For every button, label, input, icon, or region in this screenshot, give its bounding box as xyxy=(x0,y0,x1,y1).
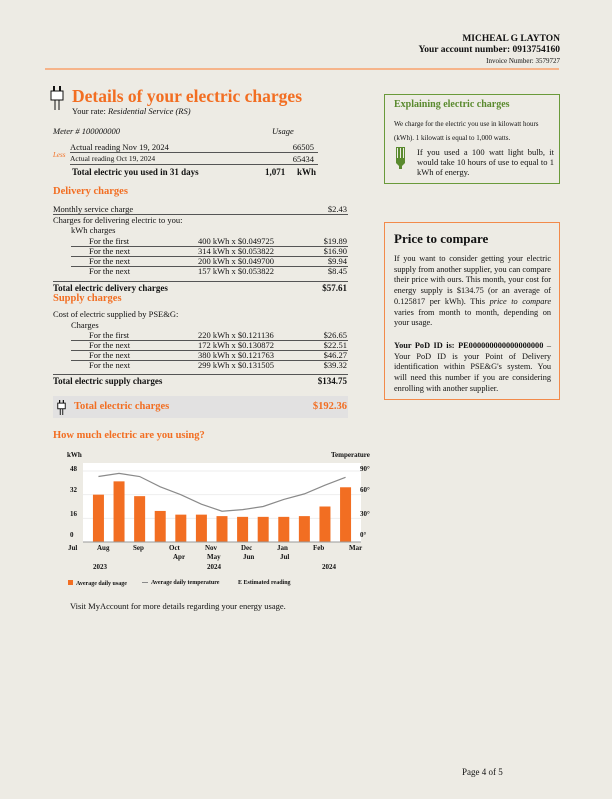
y2-tick: 90° xyxy=(360,465,370,473)
y-tick: 48 xyxy=(70,465,77,473)
usage-bar xyxy=(237,517,248,542)
invoice-number: Invoice Number: 3579727 xyxy=(486,57,560,65)
charge-calc: 299 kWh x $0.131505 xyxy=(198,360,275,370)
legend-temperature xyxy=(142,580,219,586)
charge-calc: 400 kWh x $0.049725 xyxy=(198,236,275,246)
charge-tier: For the next xyxy=(89,350,131,360)
delivery-total-value: $57.61 xyxy=(322,283,347,293)
y-tick: 32 xyxy=(70,486,77,494)
compare-em: price to compare xyxy=(489,296,551,306)
charge-amount: $26.65 xyxy=(323,330,347,340)
monthly-service-charge xyxy=(53,204,348,215)
supply-total xyxy=(53,374,348,386)
pod-para xyxy=(394,341,551,395)
x-tick: Jan xyxy=(277,544,288,552)
explaining-charges-box xyxy=(384,94,560,184)
x-tick-secondary: Jun xyxy=(243,553,255,561)
y2-axis-label: Temperature xyxy=(331,451,370,459)
x-tick: Sep xyxy=(133,544,144,552)
y-tick: 16 xyxy=(70,510,77,518)
usage-bar xyxy=(155,511,166,542)
charge-row xyxy=(71,360,348,370)
plug-icon xyxy=(50,86,64,110)
x-tick-secondary: Jul xyxy=(280,553,290,561)
visit-myaccount-text: Visit MyAccount for more details regarding your energy usage. xyxy=(70,601,286,611)
charge-calc: 380 kWh x $0.121763 xyxy=(198,350,275,360)
year-label: 2024 xyxy=(207,563,221,571)
x-tick: Feb xyxy=(313,544,325,552)
charge-amount: $16.90 xyxy=(323,246,347,256)
less-label: Less xyxy=(53,151,66,159)
usage-bar xyxy=(278,517,289,542)
charge-amount: $22.51 xyxy=(323,340,347,350)
charge-tier: For the next xyxy=(89,266,131,276)
supply-total-label: Total electric supply charges xyxy=(53,376,163,386)
legend-label: Average daily usage xyxy=(76,581,127,587)
supply-sub: Charges xyxy=(71,320,99,330)
charge-calc: 172 kWh x $0.130872 xyxy=(198,340,275,350)
x-tick: Nov xyxy=(205,544,218,552)
charge-calc: 200 kWh x $0.049700 xyxy=(198,256,275,266)
supply-total-value: $134.75 xyxy=(317,376,347,386)
meter-number: Meter # 100000000 xyxy=(53,126,121,136)
pod-id: Your PoD ID is: PE000000000000000000 xyxy=(394,341,544,350)
charge-amount: $39.32 xyxy=(323,360,347,370)
charge-tier: For the next xyxy=(89,246,131,256)
usage-bar xyxy=(340,487,351,542)
reading-label: Actual reading Oct 19, 2024 xyxy=(70,154,156,163)
usage-bar xyxy=(114,481,125,542)
legend-usage xyxy=(68,580,127,587)
total-usage-value: 1,071 xyxy=(265,167,286,177)
page-title: Details of your electric charges xyxy=(72,86,303,106)
usage-bar xyxy=(319,507,330,543)
page-number: Page 4 of 5 xyxy=(462,767,503,777)
legend-swatch-usage xyxy=(68,580,73,585)
supply-desc: Cost of electric supplied by PSE&G: xyxy=(53,309,179,319)
usage-bar xyxy=(93,495,104,542)
charge-tier: For the next xyxy=(89,256,131,266)
plug-icon xyxy=(57,400,66,415)
delivery-sub: kWh charges xyxy=(71,225,116,235)
reading-label: Actual reading Nov 19, 2024 xyxy=(70,142,169,152)
y2-tick: 0° xyxy=(360,531,367,539)
charge-calc: 220 kWh x $0.121136 xyxy=(198,330,274,340)
rate xyxy=(72,106,191,116)
x-tick-secondary: Apr xyxy=(173,553,186,561)
total-charges-label: Total electric charges xyxy=(74,401,170,412)
delivery-total xyxy=(53,281,348,293)
legend-estimated: E Estimated reading xyxy=(238,580,291,586)
account-number: Your account number: 0913754160 xyxy=(418,45,560,55)
charge-calc: 314 kWh x $0.053822 xyxy=(198,246,275,256)
supply-heading: Supply charges xyxy=(53,293,122,304)
usage-header: Usage xyxy=(272,126,294,136)
usage-bar xyxy=(258,517,269,542)
usage-bar xyxy=(134,496,145,542)
explain-heading: Explaining electric charges xyxy=(394,99,510,110)
total-usage-unit: kWh xyxy=(297,167,317,177)
customer-name: MICHEAL G LAYTON xyxy=(462,34,560,44)
delivery-desc: Charges for delivering electric to you: xyxy=(53,215,183,225)
charge-label: Monthly service charge xyxy=(53,204,134,214)
charge-tier: For the next xyxy=(89,360,131,370)
usage-bar xyxy=(175,515,186,542)
header-divider xyxy=(45,68,559,70)
charge-amount: $9.94 xyxy=(327,256,347,266)
explain-para1: We charge for the electric you use in kilowatt hours (kWh). 1 kilowatt is equal to 1,000 watts. xyxy=(394,120,539,142)
year-label: 2024 xyxy=(322,563,336,571)
charge-row xyxy=(71,266,348,276)
y2-tick: 30° xyxy=(360,510,370,518)
delivery-total-label: Total electric delivery charges xyxy=(53,283,168,293)
x-tick: Aug xyxy=(97,544,110,552)
total-usage xyxy=(72,167,332,177)
pod-text: – Your PoD ID is your Point of Delivery identification within PSE&G's system. You will need this number if you are considering enrolling with another supplier. xyxy=(394,341,551,393)
usage-chart xyxy=(40,460,380,580)
total-charges-value: $192.36 xyxy=(312,401,347,412)
legend-swatch-temperature xyxy=(142,582,148,583)
compare-para xyxy=(394,254,551,329)
usage-bar xyxy=(196,515,207,542)
compare-text: If you want to consider getting your electric supply from another supplier, you can compare their price with ours. This month, your cost for energy supply is $134.75 (or an average of 0.125817 per kWh). This xyxy=(394,254,551,306)
charge-amount: $8.45 xyxy=(327,266,347,276)
reading-current xyxy=(70,142,318,153)
charge-tier: For the next xyxy=(89,340,131,350)
rate-value: Residential Service (RS) xyxy=(107,106,191,116)
legend-label: Average daily temperature xyxy=(151,580,220,586)
compare-heading: Price to compare xyxy=(394,231,489,246)
y-axis-label: kWh xyxy=(67,451,82,459)
rate-label: Your rate: xyxy=(72,106,106,116)
usage-bar xyxy=(217,516,228,542)
usage-bar xyxy=(299,516,310,542)
charge-tier: For the first xyxy=(89,236,130,246)
reading-value: 65434 xyxy=(292,154,314,164)
x-tick-secondary: May xyxy=(207,553,221,561)
x-tick: Jul xyxy=(68,544,78,552)
usage-chart-heading: How much electric are you using? xyxy=(53,430,205,441)
price-to-compare-box xyxy=(384,222,560,400)
charge-amount: $46.27 xyxy=(323,350,347,360)
explain-para2: If you used a 100 watt light bulb, it would take 10 hours of use to equal to 1 kWh of energy. xyxy=(417,147,554,177)
x-tick: Oct xyxy=(169,544,180,552)
x-tick: Mar xyxy=(349,544,363,552)
compare-text: varies from month to month, depending on your usage. xyxy=(394,307,551,328)
total-charges-bar xyxy=(53,396,348,418)
charge-tier: For the first xyxy=(89,330,130,340)
charge-amount: $19.89 xyxy=(323,236,347,246)
delivery-heading: Delivery charges xyxy=(53,186,128,197)
light-bulb-icon xyxy=(396,147,405,169)
reading-previous xyxy=(70,154,318,165)
year-label: 2023 xyxy=(93,563,107,571)
charge-calc: 157 kWh x $0.053822 xyxy=(198,266,275,276)
x-tick: Dec xyxy=(241,544,253,552)
reading-value: 66505 xyxy=(292,142,314,152)
charge-amount: $2.43 xyxy=(327,204,347,214)
total-usage-label: Total electric you used in 31 days xyxy=(72,167,199,177)
y-tick: 0 xyxy=(70,531,74,539)
y2-tick: 60° xyxy=(360,486,370,494)
